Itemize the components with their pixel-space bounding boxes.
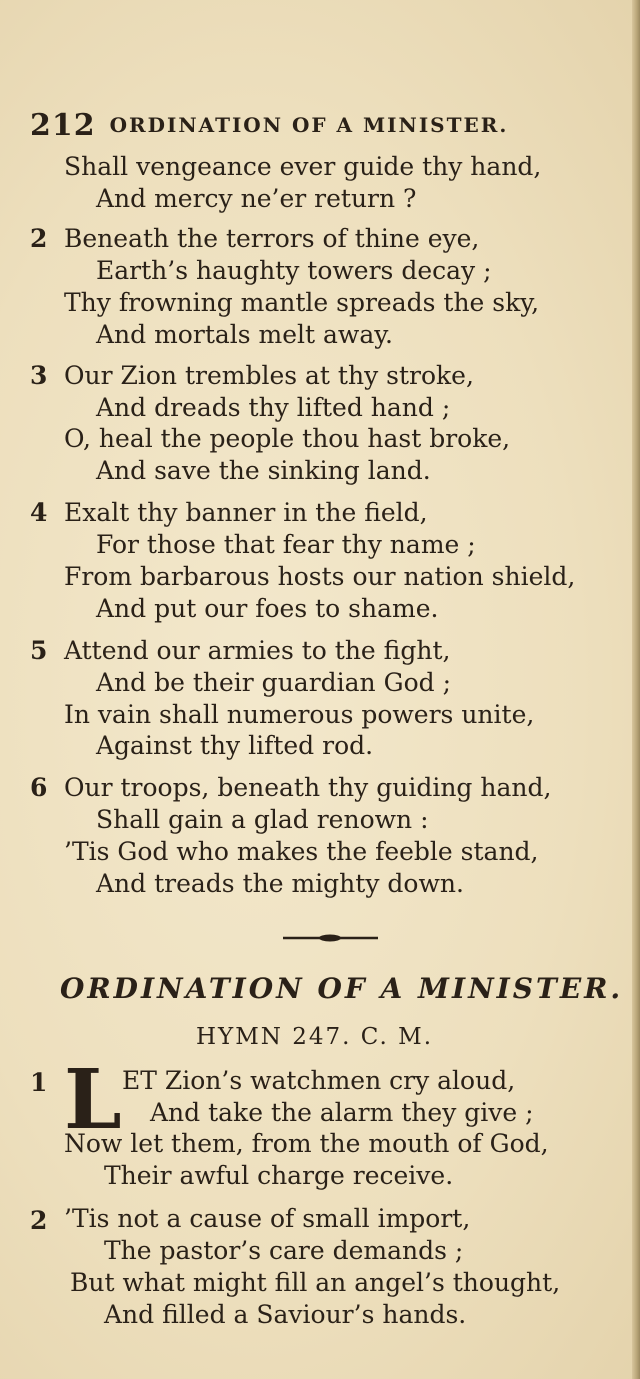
stanza-number: 6 xyxy=(30,773,48,802)
hymn-heading: HYMN 247. C. M. xyxy=(196,1024,434,1050)
verse-line: O, heal the people thou hast broke, xyxy=(64,424,511,453)
verse-line: Our troops, beneath thy guiding hand, xyxy=(64,773,552,802)
page-header xyxy=(30,108,570,142)
verse-line: For those that fear thy name ; xyxy=(96,530,476,559)
verse-line: The pastor’s care demands ; xyxy=(104,1236,464,1265)
verse-line: And put our foes to shame. xyxy=(96,594,439,623)
verse-line: Thy frowning mantle spreads the sky, xyxy=(64,288,540,317)
verse-line: ’Tis not a cause of small import, xyxy=(64,1204,471,1233)
verse-line: Now let them, from the mouth of God, xyxy=(64,1129,549,1158)
ornament-rule xyxy=(283,932,378,944)
verse-line: And save the sinking land. xyxy=(96,456,431,485)
verse-line: Their awful charge receive. xyxy=(104,1161,454,1190)
stanza-number: 5 xyxy=(30,636,48,665)
verse-line: ET Zion’s watchmen cry aloud, xyxy=(122,1066,516,1095)
stanza-number: 2 xyxy=(30,224,48,253)
verse-line: And filled a Saviour’s hands. xyxy=(104,1300,467,1329)
section-title: ORDINATION OF A MINISTER. xyxy=(60,972,624,1005)
verse-line: Attend our armies to the fight, xyxy=(64,636,451,665)
verse-line: From barbarous hosts our nation shield, xyxy=(64,562,576,591)
running-head: ORDINATION OF A MINISTER. xyxy=(109,113,509,137)
verse-line: Beneath the terrors of thine eye, xyxy=(64,224,480,253)
verse-line: But what might fill an angel’s thought, xyxy=(70,1268,561,1297)
stanza-number: 2 xyxy=(30,1206,48,1235)
verse-line: Against thy lifted rod. xyxy=(96,731,374,760)
verse-line: Our Zion trembles at thy stroke, xyxy=(64,361,474,390)
stanza-number: 3 xyxy=(30,361,48,390)
verse-line: ’Tis God who makes the feeble stand, xyxy=(64,837,539,866)
page-edge xyxy=(632,0,640,1379)
verse-line: In vain shall numerous powers unite, xyxy=(64,700,535,729)
drop-cap: L xyxy=(64,1052,122,1148)
verse-line: And take the alarm they give ; xyxy=(150,1098,534,1127)
verse-line: And mortals melt away. xyxy=(96,320,393,349)
verse-line: Exalt thy banner in the field, xyxy=(64,498,428,527)
verse-line: Shall vengeance ever guide thy hand, xyxy=(64,152,542,181)
stanza-number: 1 xyxy=(30,1068,48,1097)
verse-line: And be their guardian God ; xyxy=(96,668,451,697)
verse-line: Earth’s haughty towers decay ; xyxy=(96,256,492,285)
stanza-number: 4 xyxy=(30,498,48,527)
verse-line: And mercy ne’er return ? xyxy=(96,184,417,213)
verse-line: And dreads thy lifted hand ; xyxy=(96,393,451,422)
verse-line: Shall gain a glad renown : xyxy=(96,805,429,834)
verse-line: And treads the mighty down. xyxy=(96,869,464,898)
page-number: 212 xyxy=(30,107,96,143)
